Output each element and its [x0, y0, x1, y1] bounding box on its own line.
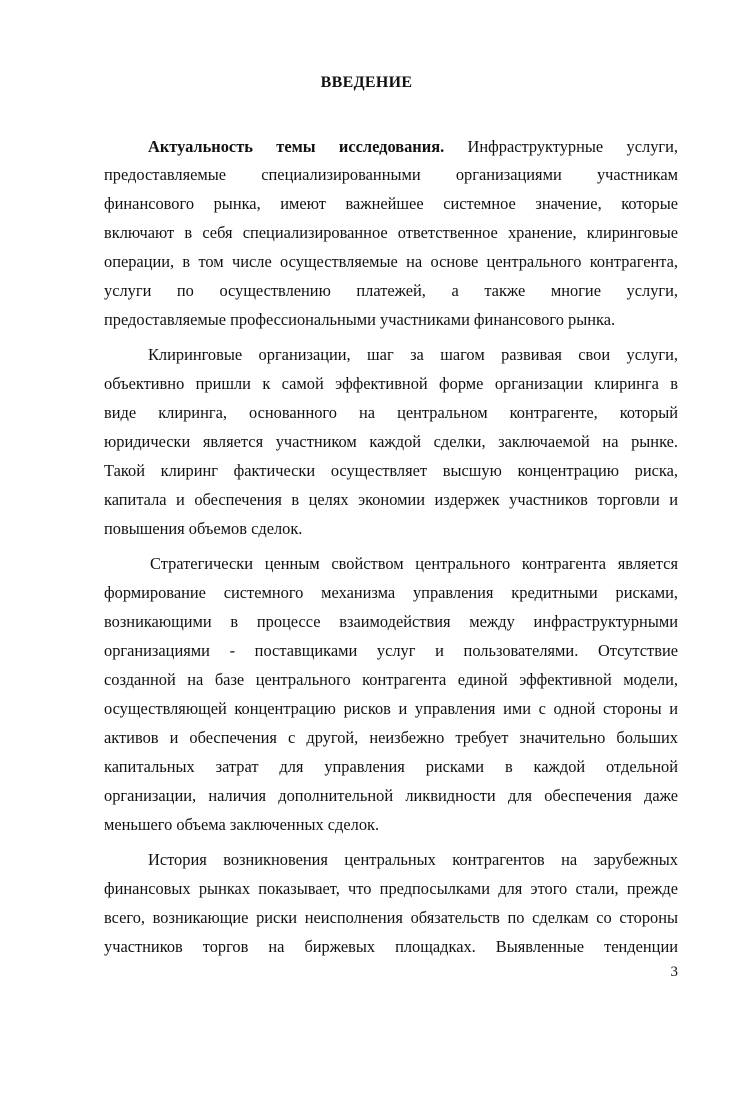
paragraph-line: предоставляемые специализированными организациями участникам: [104, 165, 678, 184]
paragraph-line: объективно пришли к самой эффективной форме организации клиринга в: [104, 374, 678, 393]
paragraph-line: активов и обеспечения с другой, неизбежно требует значительно больших: [104, 728, 678, 747]
paragraph-line: повышения объемов сделок.: [104, 519, 303, 538]
paragraph-line: История возникновения центральных контрагентов на зарубежных: [148, 850, 678, 869]
paragraph-line: услуги по осуществлению платежей, а также многие услуги,: [104, 281, 678, 300]
paragraph-line: капитала и обеспечения в целях экономии издержек участников торговли и: [104, 490, 678, 509]
paragraph-line: организациями - поставщиками услуг и пользователями. Отсутствие: [104, 641, 678, 660]
paragraph-line: всего, возникающие риски неисполнения обязательств по сделкам со стороны: [104, 908, 678, 927]
paragraph-line: осуществляющей концентрацию рисков и управления ими с одной стороны и: [104, 699, 678, 718]
paragraph-line: виде клиринга, основанного на центральном контрагенте, который: [104, 403, 678, 422]
paragraph-line: меньшего объема заключенных сделок.: [104, 815, 380, 834]
paragraph-line: Клиринговые организации, шаг за шагом развивая свои услуги,: [148, 345, 678, 364]
paragraph-line: возникающими в процессе взаимодействия между инфраструктурными: [104, 612, 678, 631]
paragraph-line: предоставляемые профессиональными участниками финансового рынка.: [104, 310, 616, 329]
paragraph-line: [148, 137, 678, 157]
paragraph-line: участников торгов на биржевых площадках. Выявленные тенденции: [104, 937, 678, 956]
paragraph-line: капитальных затрат для управления рисками в каждой отдельной: [104, 757, 678, 776]
paragraph-line: операции, в том числе осуществляемые на основе центрального контрагента,: [104, 252, 678, 271]
page-number: 3: [670, 964, 678, 980]
paragraph-line: юридически является участником каждой сделки, заключаемой на рынке.: [104, 432, 678, 451]
paragraph-line: созданной на базе центрального контрагента единой эффективной модели,: [104, 670, 678, 689]
line-text: Инфраструктурные услуги,: [467, 137, 678, 156]
paragraph-line: формирование системного механизма управления кредитными рисками,: [104, 583, 678, 602]
paragraph-line: организации, наличия дополнительной ликвидности для обеспечения даже: [104, 786, 678, 805]
page-title: ВВЕДЕНИЕ: [320, 74, 413, 91]
paragraph-line: финансового рынка, имеют важнейшее системное значение, которые: [104, 194, 678, 213]
paragraph-line: Стратегически ценным свойством центрального контрагента является: [150, 554, 678, 573]
paragraph-line: включают в себя специализированное ответственное хранение, клиринговые: [104, 223, 678, 242]
paragraph-line: финансовых рынках показывает, что предпосылками для этого стали, прежде: [104, 879, 678, 898]
lead-bold-text: Актуальность темы исследования.: [148, 137, 445, 156]
paragraph-line: Такой клиринг фактически осуществляет высшую концентрацию риска,: [104, 461, 678, 480]
